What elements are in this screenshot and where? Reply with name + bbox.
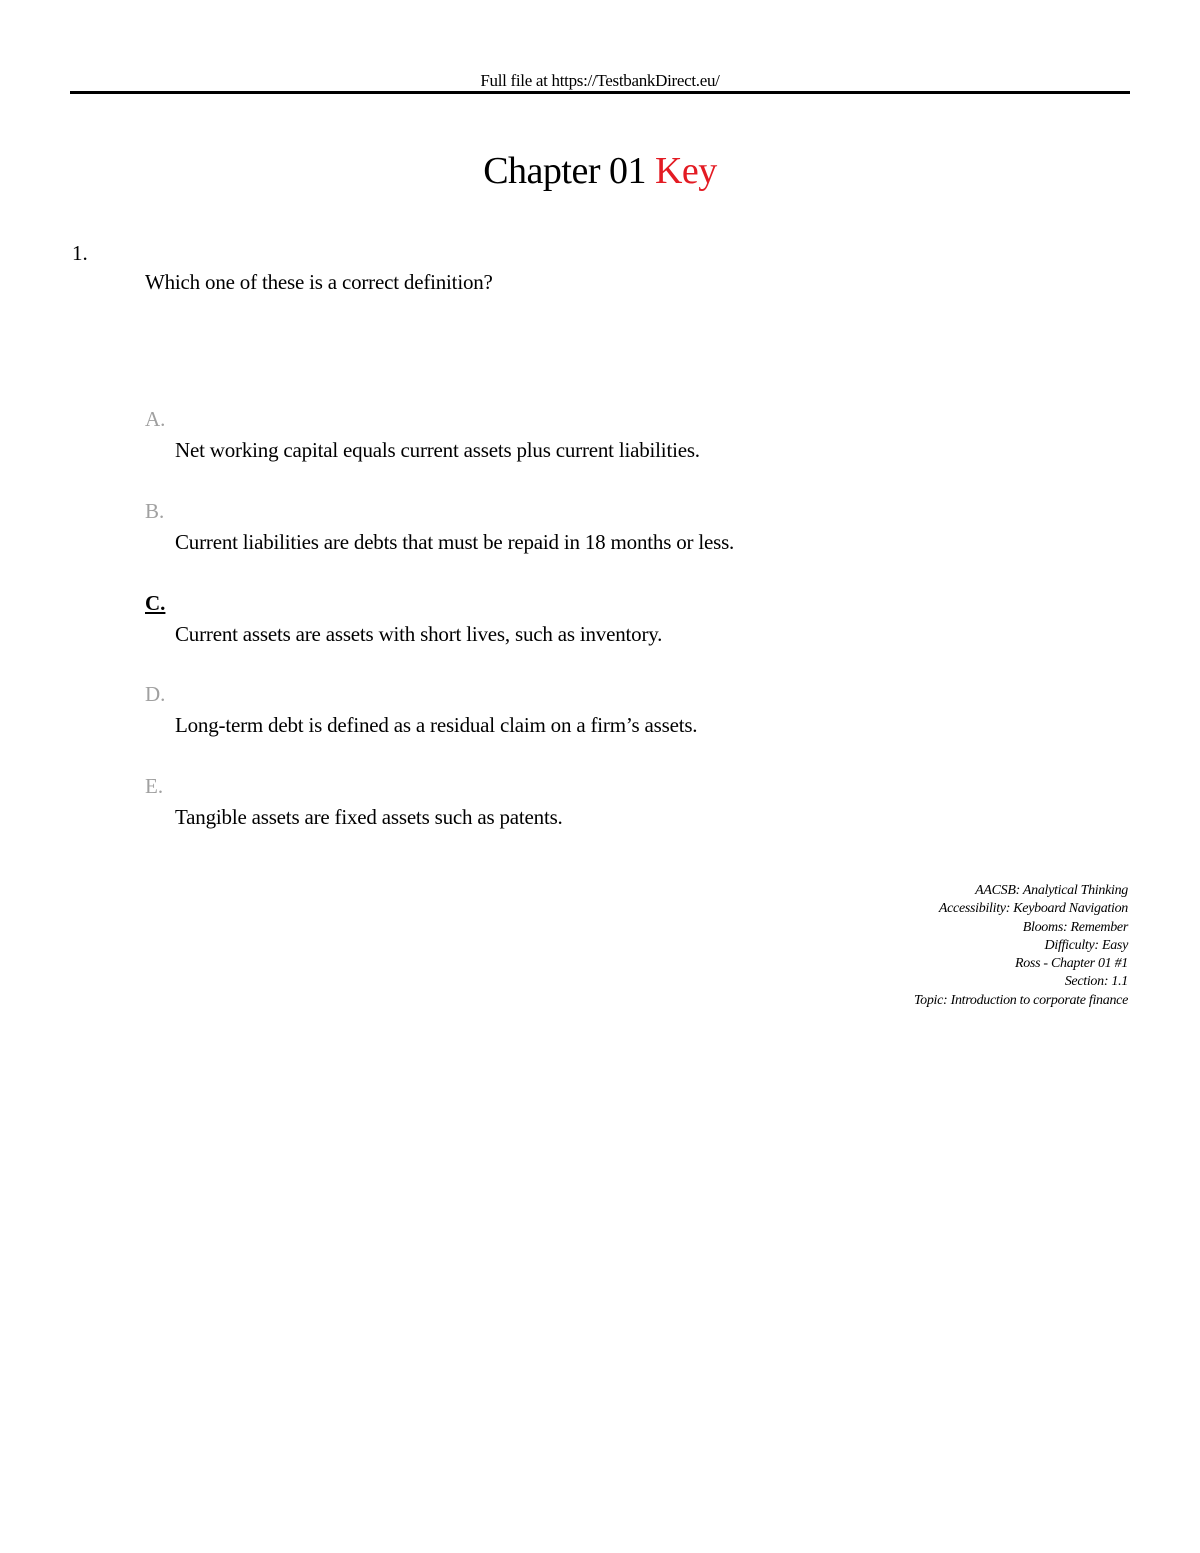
option-c-text: Current assets are assets with short lives, such as inventory. [175,622,663,646]
header-divider [70,91,1130,94]
option-d-letter: D. [145,682,166,706]
option-a-letter: A. [145,407,166,431]
meta-topic: Topic: Introduction to corporate finance [913,992,1128,1008]
option-e-letter: E. [145,774,164,798]
page-header [70,70,1130,92]
title-accent: Key [654,150,717,192]
meta-accessibility: Accessibility: Keyboard Navigation [938,901,1128,917]
question-number: 1. [72,241,88,265]
question-text: Which one of these is a correct definition? [145,270,493,294]
option-e-text: Tangible assets are fixed assets such as patents. [175,805,563,829]
page-title [0,148,1200,194]
meta-aacsb: AACSB: Analytical Thinking [975,883,1128,898]
meta-reference: Ross - Chapter 01 #1 [1014,956,1128,972]
title-main: Chapter 01 [483,150,646,192]
option-d-text: Long-term debt is defined as a residual claim on a firm’s assets. [175,713,698,737]
option-c-letter: C. [145,591,166,615]
option-a-text: Net working capital equals current assets plus current liabilities. [175,438,700,462]
question-metadata [914,882,1128,1010]
meta-difficulty: Difficulty: Easy [1044,937,1128,953]
option-b-letter: B. [145,499,165,523]
option-b-text: Current liabilities are debts that must be repaid in 18 months or less. [175,530,735,554]
meta-section: Section: 1.1 [1064,974,1128,990]
header-text: Full file at https://TestbankDirect.eu/ [480,71,720,90]
meta-blooms: Blooms: Remember [1022,919,1128,935]
